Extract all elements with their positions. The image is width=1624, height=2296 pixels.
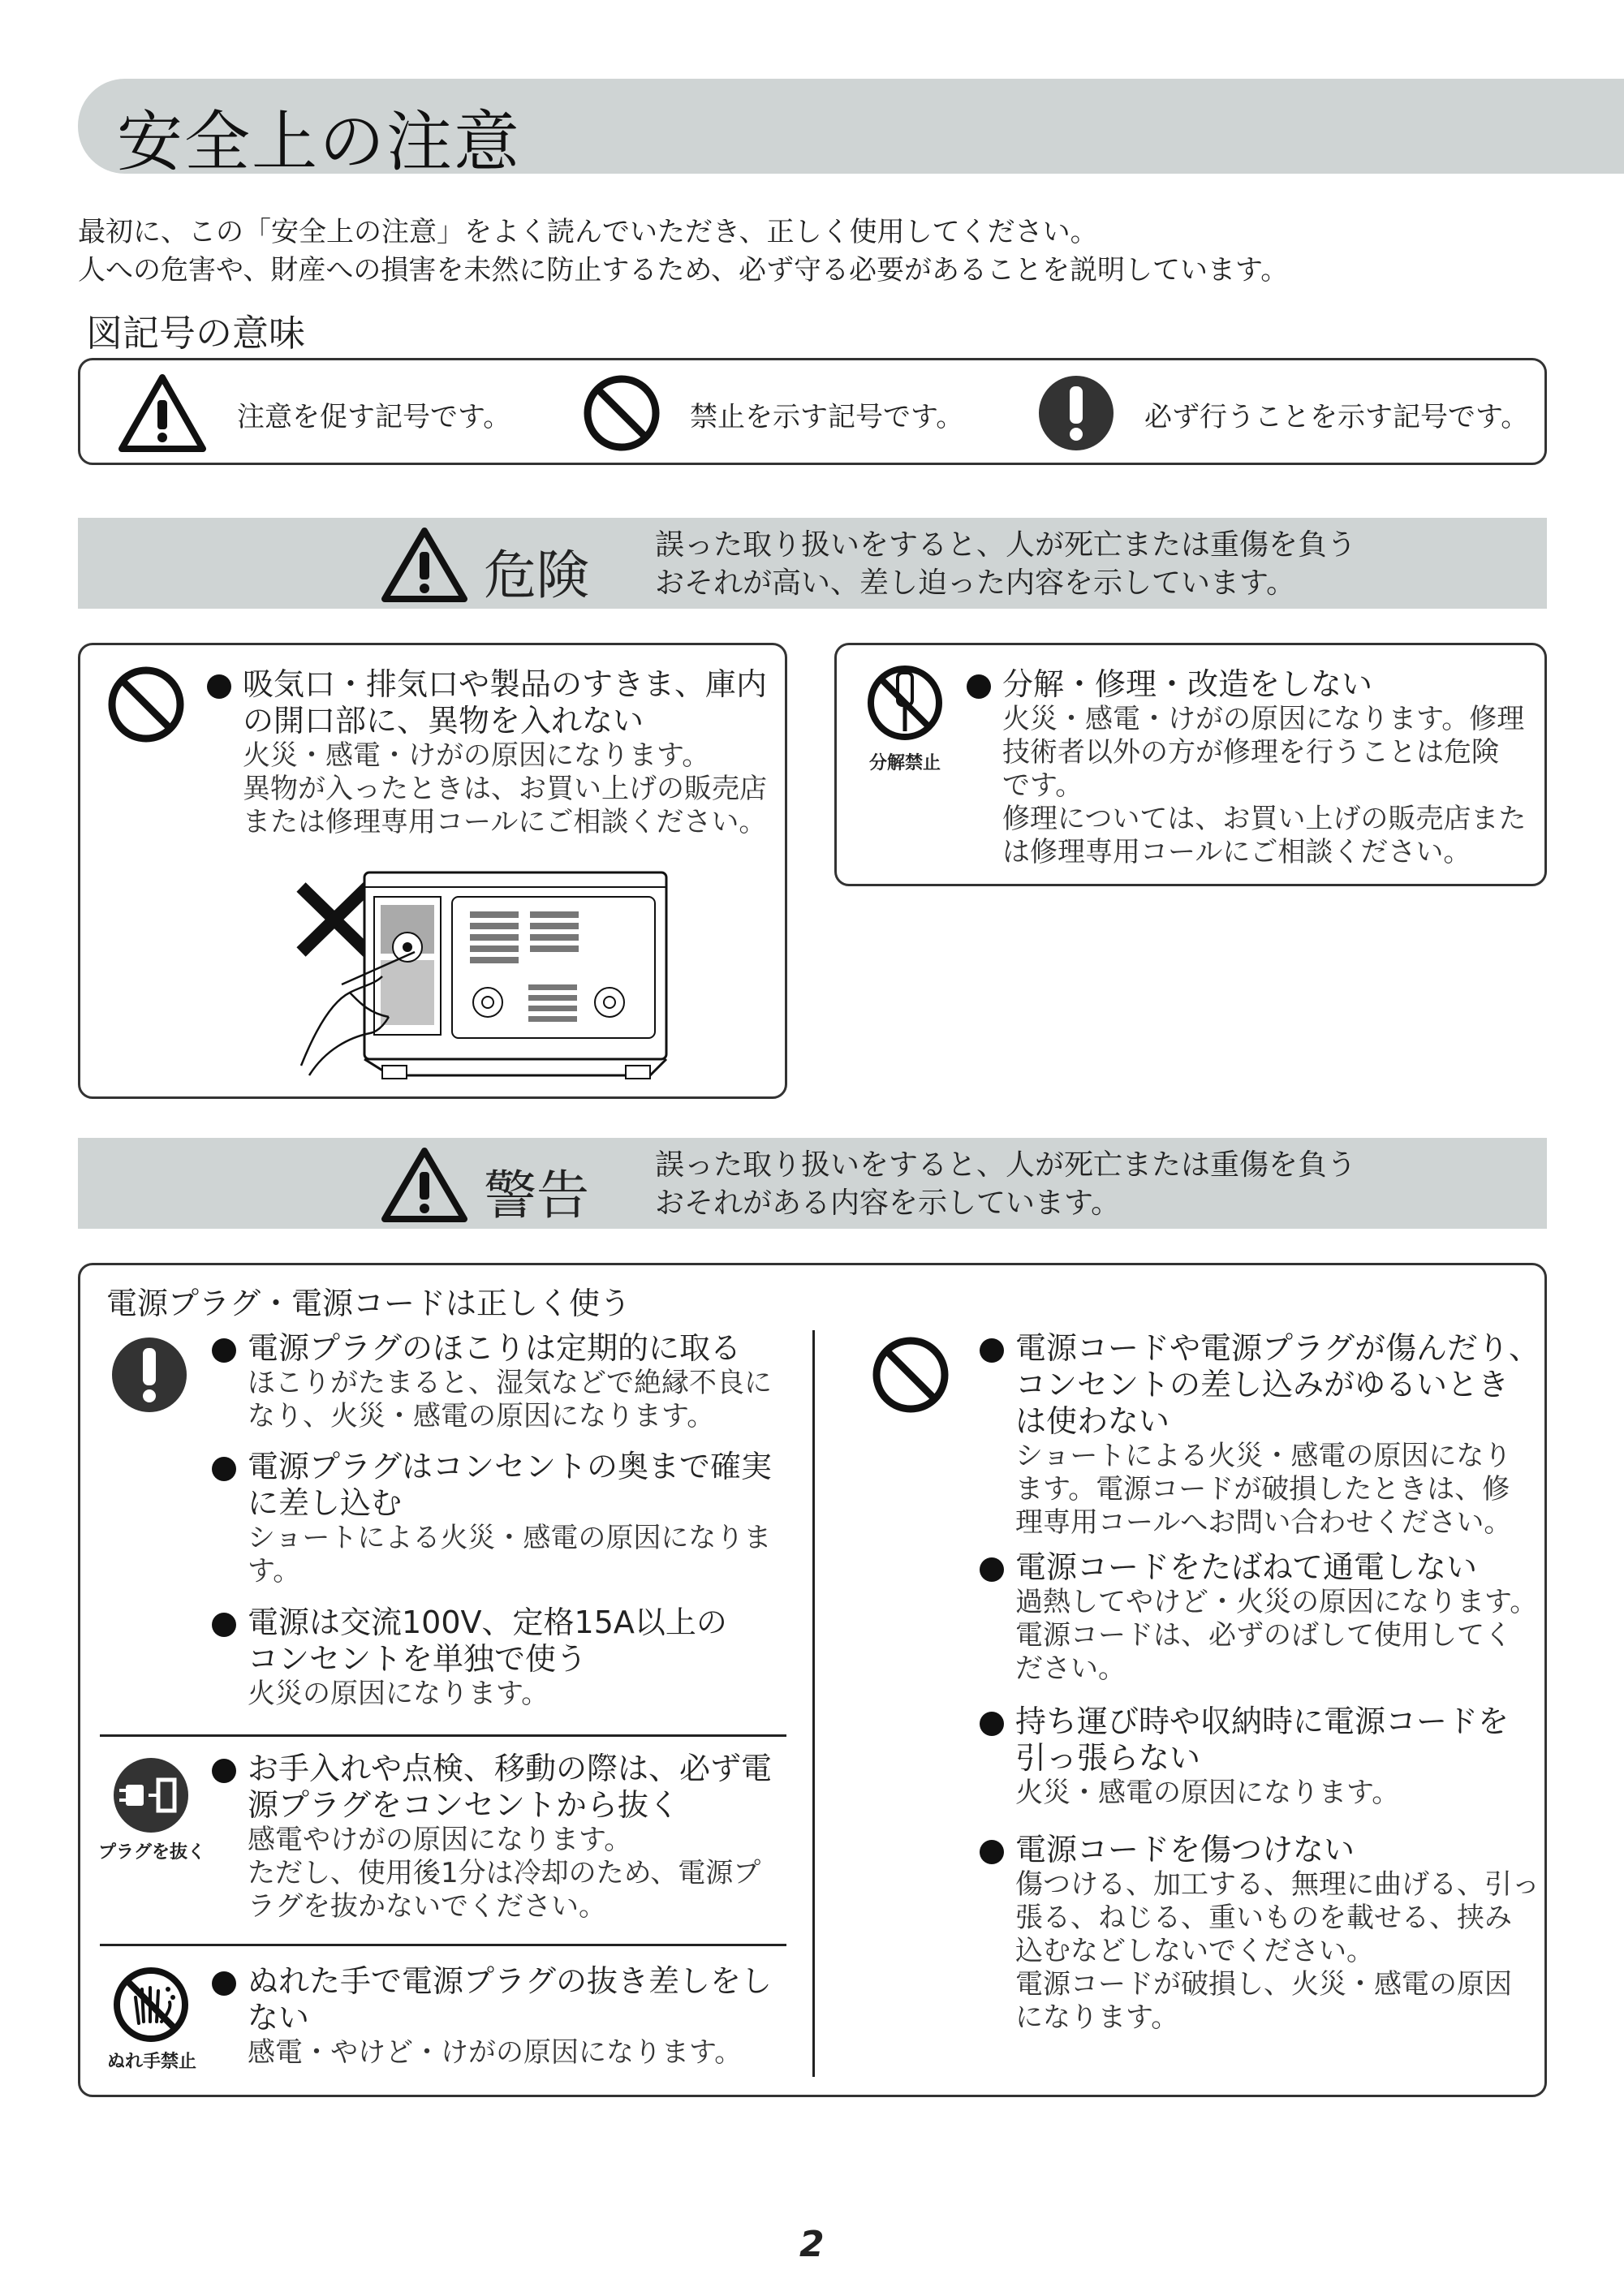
item-body: ショートによる火災・感電の原因になり [1015, 1440, 1512, 1472]
item-body: です。 [1002, 769, 1083, 802]
warning-description [655, 1146, 1356, 1222]
item-title: 電源プラグはコンセントの奥まで確実 [248, 1449, 773, 1484]
item-unplug-maintenance [248, 1751, 772, 1923]
item-title: お手入れや点検、移動の際は、必ず電 [248, 1751, 773, 1786]
intro-line-2: 人への危害や、財産への損害を未然に防止するため、必ず守る必要があることを説明しています。 [78, 254, 1289, 286]
item-body: 異物が入ったときは、お買い上げの販売店 [243, 773, 767, 805]
item-body: 火災・感電・けがの原因になります。修理 [1002, 703, 1525, 735]
unplug-icon [111, 1755, 191, 1835]
item-body: 感電・やけど・けがの原因になります。 [248, 2036, 743, 2069]
warning-triangle-icon [117, 373, 208, 454]
item-plug-dust [248, 1330, 772, 1433]
item-body: 技術者以外の方が修理を行うことは危険 [1002, 736, 1499, 769]
item-body: 電源コードが破損し、火災・感電の原因 [1015, 1968, 1512, 2001]
item-title: 吸気口・排気口や製品のすきま、庫内 [243, 666, 768, 702]
item-body: 火災・感電の原因になります。 [1015, 1777, 1400, 1809]
danger-item-disassembly [1002, 666, 1526, 869]
item-title: 電源は交流100V、定格15A以上の [248, 1605, 727, 1640]
column-divider [812, 1330, 815, 2077]
item-title: ない [248, 2000, 310, 2035]
danger-item-foreign-object [243, 666, 767, 839]
item-body: 火災・感電・けがの原因になります。 [243, 739, 710, 772]
item-title: 源プラグをコンセントから抜く [248, 1787, 680, 1823]
item-body: なり、火災・感電の原因になります。 [248, 1400, 715, 1432]
symbols-heading: 図記号の意味 [86, 312, 306, 355]
item-title: の開口部に、異物を入れない [243, 703, 644, 739]
item-body: になります。 [1015, 2001, 1179, 2034]
item-body: す。 [248, 1555, 301, 1587]
item-body: または修理専用コールにご相談ください。 [243, 806, 767, 838]
danger-desc-line: 誤った取り扱いをすると、人が死亡または重傷を負う [655, 528, 1357, 562]
warning-triangle-icon [380, 526, 469, 604]
warning-label: 警告 [484, 1165, 590, 1226]
unplug-label: プラグを抜く [97, 1842, 205, 1863]
item-title: 持ち運び時や収納時に電源コードを [1015, 1704, 1510, 1739]
intro-line-1: 最初に、この「安全上の注意」をよく読んでいただき、正しく使用してください。 [78, 216, 1098, 248]
item-title: 電源コードや電源プラグが傷んだり、 [1015, 1330, 1540, 1366]
item-body: 感電やけがの原因になります。 [248, 1824, 632, 1856]
item-body: 張る、ねじる、重いものを載せる、挟み [1015, 1902, 1512, 1934]
danger-description [655, 526, 1356, 602]
prohibition-icon [871, 1335, 950, 1415]
warning-triangle-icon [380, 1146, 469, 1224]
no-wet-hands-label: ぬれ手禁止 [106, 2052, 196, 2072]
item-title: 電源プラグのほこりは定期的に取る [248, 1330, 742, 1366]
item-wet-hands [248, 1963, 772, 2070]
item-damage-cord [1015, 1832, 1540, 2035]
item-title: コンセントを単独で使う [248, 1641, 588, 1677]
item-body: ショートによる火災・感電の原因になりま [248, 1522, 772, 1554]
symbol-label-warning: 注意を促す記号です。 [237, 401, 511, 433]
page-title: 安全上の注意 [117, 105, 522, 181]
mandatory-action-icon [110, 1335, 189, 1415]
danger-foreign-object-box [78, 643, 787, 1099]
prohibition-icon [106, 665, 186, 744]
item-body: 傷つける、加工する、無理に曲げる、引っ [1015, 1868, 1540, 1901]
danger-label: 危険 [484, 545, 590, 606]
oven-rear-illustration [293, 863, 780, 1090]
no-disassembly-label: 分解禁止 [868, 753, 941, 773]
item-body: ラグを抜かないでください。 [248, 1890, 606, 1923]
item-title: ぬれた手で電源プラグの抜き差しをし [248, 1963, 773, 1999]
warning-desc-line: おそれがある内容を示しています。 [655, 1187, 1121, 1220]
item-body: ます。電源コードが破損したときは、修 [1015, 1473, 1510, 1506]
item-pull-cord [1015, 1704, 1509, 1810]
item-title: は使わない [1015, 1403, 1170, 1439]
warning-desc-line: 誤った取り扱いをすると、人が死亡または重傷を負う [655, 1148, 1357, 1182]
item-title: 電源コードを傷つけない [1015, 1832, 1355, 1867]
no-disassembly-icon [865, 663, 945, 743]
item-body: 理専用コールへお問い合わせください。 [1015, 1506, 1512, 1539]
item-body: 込むなどしないでください。 [1015, 1935, 1374, 1967]
page-number: 2 [799, 2224, 825, 2265]
no-wet-hands-icon [111, 1965, 191, 2044]
symbols-box [78, 358, 1547, 465]
item-damaged-cord [1015, 1330, 1540, 1540]
item-bundled-cord [1015, 1549, 1537, 1686]
item-body: ほこりがたまると、湿気などで絶縁不良に [248, 1367, 772, 1399]
item-body: ただし、使用後1分は冷却のため、電源プ [248, 1857, 761, 1889]
item-body: 過熱してやけど・火災の原因になります。 [1015, 1586, 1538, 1618]
symbol-label-mandatory: 必ず行うことを示す記号です。 [1144, 401, 1529, 433]
item-body: 火災の原因になります。 [248, 1678, 549, 1710]
item-body: 修理については、お買い上げの販売店また [1002, 803, 1527, 835]
danger-band [78, 518, 1547, 609]
danger-disassembly-box [834, 643, 1547, 886]
item-title: 分解・修理・改造をしない [1002, 666, 1373, 702]
item-title: に差し込む [248, 1485, 403, 1521]
power-cord-box [78, 1263, 1547, 2097]
divider [100, 1944, 786, 1946]
item-title: 引っ張らない [1015, 1740, 1201, 1776]
title-bar [78, 79, 1624, 181]
item-title: 電源コードをたばねて通電しない [1015, 1549, 1478, 1585]
item-plug-insert [248, 1449, 772, 1588]
warning-band [78, 1138, 1547, 1229]
item-title: コンセントの差し込みがゆるいとき [1015, 1367, 1510, 1402]
symbol-label-prohibition: 禁止を示す記号です。 [690, 401, 964, 433]
item-body: 電源コードは、必ずのばして使用してく [1015, 1619, 1512, 1652]
section-title: 電源プラグ・電源コードは正しく使う [106, 1286, 631, 1321]
divider [100, 1734, 786, 1737]
item-body: ださい。 [1015, 1652, 1126, 1685]
item-power-supply [248, 1605, 727, 1711]
item-body: は修理専用コールにご相談ください。 [1002, 836, 1471, 868]
danger-desc-line: おそれが高い、差し迫った内容を示しています。 [655, 566, 1296, 600]
prohibition-icon [582, 373, 661, 453]
mandatory-action-icon [1036, 373, 1116, 453]
